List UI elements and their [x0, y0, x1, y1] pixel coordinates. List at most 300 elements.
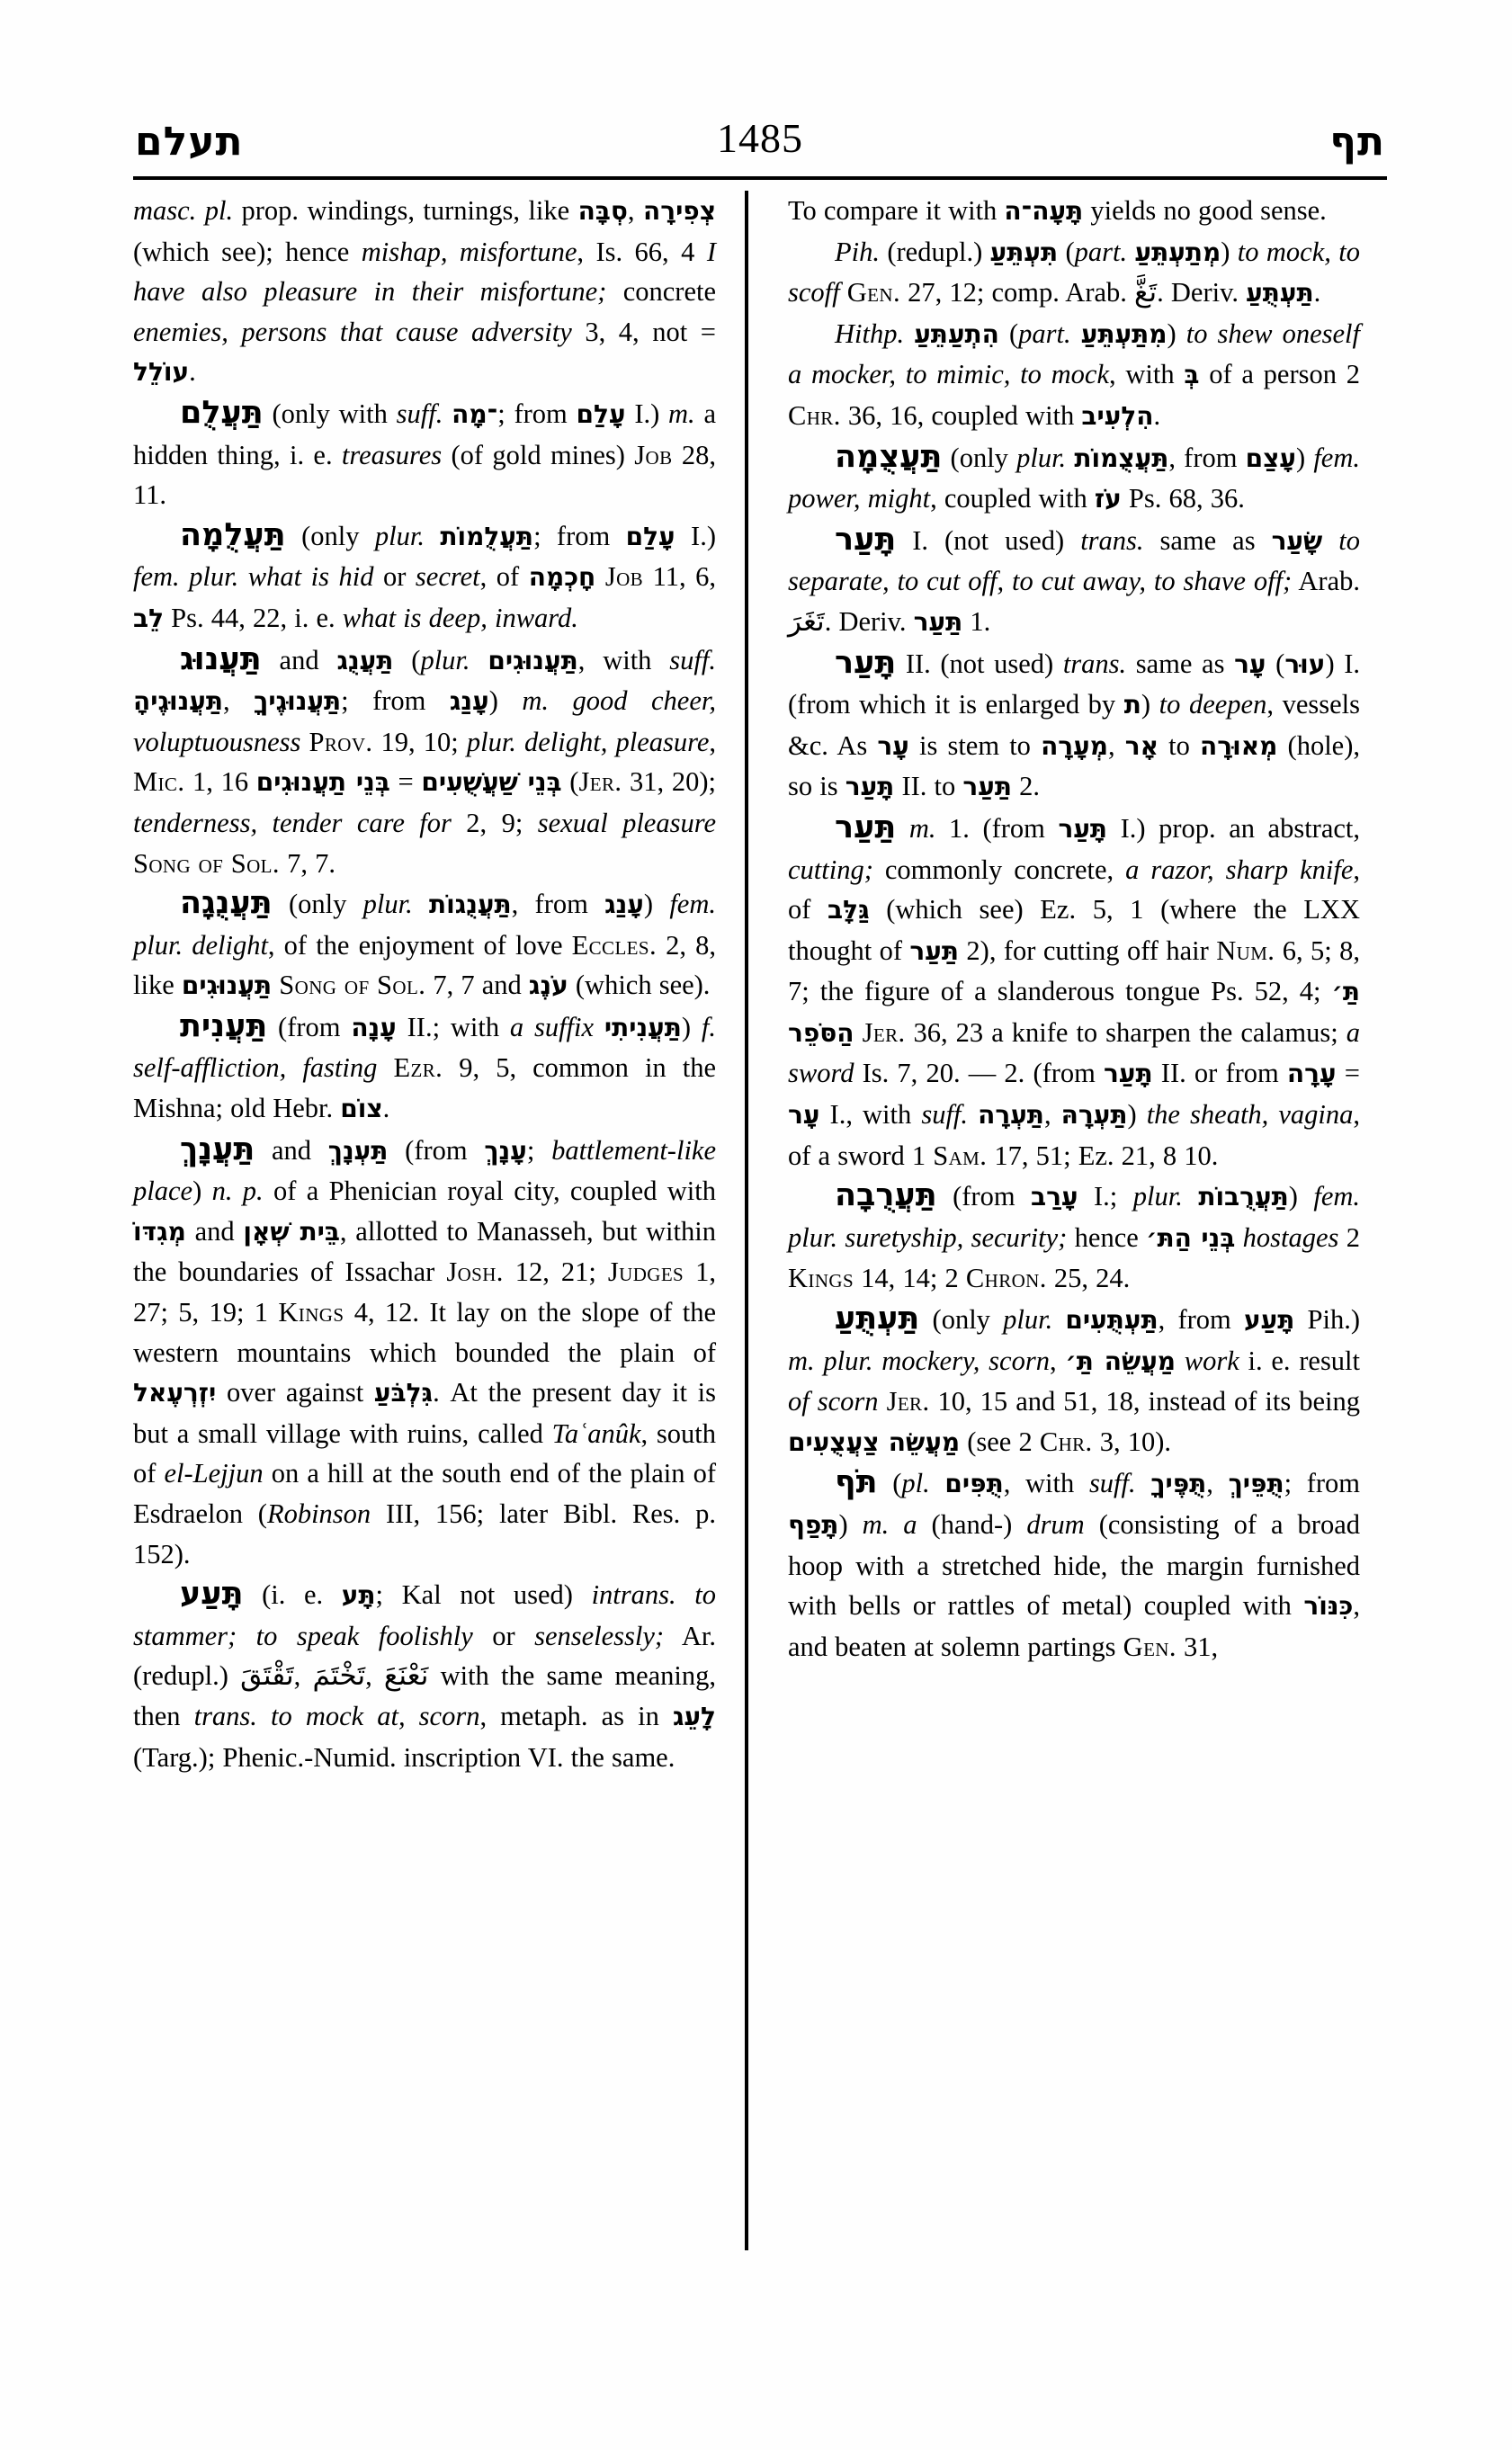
italic-text: Taʿanûk: [551, 1417, 641, 1449]
italic-text: the sheath, vagina: [1146, 1099, 1354, 1131]
roman-text: and: [261, 644, 337, 675]
arabic-word: نَعْنَعَ: [383, 1659, 429, 1693]
roman-text: 28, 11.: [133, 439, 716, 511]
roman-text: [968, 1099, 978, 1130]
scripture-reference: Ezr.: [393, 1052, 443, 1084]
roman-text: hence: [1067, 1221, 1147, 1253]
roman-text: , with: [1109, 359, 1185, 390]
two-column-body: [133, 191, 1387, 2250]
hebrew-word: שָׂעַר: [1271, 525, 1323, 556]
roman-text: I.) prop. an abstract,: [1107, 812, 1361, 844]
italic-text: fem. power, might: [788, 442, 1360, 514]
roman-text: ): [488, 685, 523, 717]
roman-text: (from: [267, 1011, 352, 1042]
italic-text: secret: [415, 561, 480, 593]
hebrew-word: תַּעֲנֻגוֹת: [428, 890, 512, 920]
roman-text: ): [643, 889, 670, 920]
roman-text: ,: [1206, 1468, 1229, 1499]
scripture-reference: Jer.: [578, 766, 622, 798]
hebrew-word: עָנַג: [449, 686, 489, 717]
roman-text: =: [1336, 1058, 1360, 1089]
roman-text: Ar. (redupl.): [133, 1620, 716, 1692]
roman-text: (: [877, 1468, 902, 1499]
italic-text: a suffix: [509, 1011, 595, 1042]
arabic-word: تَغَّ: [1134, 276, 1158, 309]
hebrew-word: תֻּפֵּיךְ: [1228, 1469, 1284, 1499]
scripture-reference: Mic.: [133, 766, 185, 798]
hebrew-word: תַּעֲנוּגֶיהָ: [133, 686, 224, 717]
roman-text: ): [1127, 1099, 1147, 1131]
hebrew-word: תַּעֲצֻמוֹת: [1074, 443, 1169, 473]
roman-text: and: [185, 1215, 244, 1247]
italic-text: to deepen: [1159, 689, 1267, 720]
italic-text: trans.: [1080, 524, 1144, 556]
roman-text: , with: [577, 644, 670, 675]
italic-text: to separate, to cut off, to cut away, to shave off;: [788, 524, 1361, 597]
dictionary-entry: [133, 1006, 716, 1130]
roman-text: (which see).: [568, 970, 711, 1001]
roman-text: I.;: [1078, 1181, 1133, 1212]
scripture-reference: Jer.: [862, 1016, 906, 1048]
roman-text: =: [389, 766, 422, 798]
hebrew-word: תֻּפֶּיךָ: [1150, 1469, 1207, 1499]
hebrew-word: תַּעֲנוּגִים: [488, 645, 578, 675]
roman-text: 1.: [962, 605, 991, 637]
roman-text: or: [373, 561, 416, 593]
roman-text: ) I. (from which it is enlarged by: [788, 648, 1360, 720]
hebrew-word: תַּעְתֻּעַ: [1246, 278, 1314, 308]
hebrew-word: תַּעַר: [909, 935, 960, 966]
hebrew-word: חָכְמָה: [528, 562, 596, 593]
italic-text: cutting;: [788, 854, 873, 885]
roman-text: (of gold mines): [442, 439, 635, 470]
italic-text: senselessly;: [534, 1620, 665, 1651]
italic-text: fem. plur. delight: [133, 889, 716, 961]
dictionary-entry: [133, 515, 716, 639]
roman-text: 7, 7.: [279, 847, 336, 879]
hebrew-word: תָּעַר: [845, 772, 895, 802]
roman-text: 19, 10;: [372, 726, 467, 757]
hebrew-headword: תַּעֲלֻמָה: [180, 516, 286, 553]
hebrew-word: עָרָה: [1286, 1059, 1337, 1089]
roman-text: , vessels &c. As: [788, 689, 1360, 761]
hebrew-word: גַּלָּב: [828, 895, 870, 925]
roman-text: or: [472, 1620, 535, 1651]
roman-text: ; from: [341, 685, 450, 717]
roman-text: 2: [1338, 1221, 1360, 1253]
roman-text: ,: [223, 685, 255, 717]
hebrew-word: עֹנֶג: [528, 970, 568, 1001]
hebrew-headword: תַּעֲנֻגָה: [180, 885, 273, 922]
italic-text: el-Lejjun: [164, 1458, 264, 1489]
roman-text: , from: [1168, 442, 1246, 473]
roman-text: (only: [285, 520, 375, 551]
dictionary-entry: [788, 191, 1360, 232]
roman-text: ,: [1049, 1345, 1066, 1376]
hebrew-word: תַּעַר: [962, 772, 1012, 802]
italic-text: m. good cheer, voluptuousness: [133, 685, 716, 757]
roman-text: 2, 8, like: [133, 929, 717, 1001]
hebrew-word: עָצַם: [1245, 443, 1296, 473]
scripture-reference: Jer.: [886, 1386, 930, 1417]
roman-text: ,: [1108, 729, 1125, 761]
roman-text: [1066, 443, 1074, 473]
roman-text: same as: [1143, 524, 1272, 556]
scripture-reference: Josh.: [446, 1256, 504, 1288]
hebrew-word: תַּעֲנוּגִים: [181, 970, 273, 1001]
italic-text: plur.: [420, 644, 470, 675]
roman-text: .: [1313, 277, 1321, 308]
hebrew-word: תַּעֲנִיתִי: [604, 1012, 682, 1042]
hebrew-word: תַּעְנָךְ: [327, 1135, 389, 1166]
hebrew-headword: תַּעֲנוּג: [180, 640, 262, 677]
roman-text: I., with: [819, 1099, 922, 1131]
italic-text: intrans. to stammer; to speak foolishly: [133, 1579, 716, 1651]
running-head-right-hebrew: תף: [1329, 119, 1385, 165]
header-rule: [133, 176, 1387, 180]
roman-text: over against: [216, 1377, 374, 1408]
italic-text: work: [1184, 1345, 1239, 1376]
scripture-reference: Prov.: [309, 726, 373, 757]
roman-text: [1136, 1468, 1151, 1498]
hebrew-word: תָּעַר: [1104, 1059, 1153, 1089]
roman-text: [840, 277, 847, 308]
roman-text: ,: [627, 195, 643, 226]
roman-text: ; from: [533, 520, 626, 551]
roman-text: (which see); hence: [133, 236, 362, 267]
roman-text: I. (not used): [896, 524, 1081, 556]
italic-text: plur. delight, pleasure: [466, 726, 710, 757]
roman-text: ): [838, 1509, 863, 1540]
roman-text: Arab.: [1292, 566, 1360, 597]
hebrew-word: תַּעֲנֻג: [336, 645, 394, 675]
roman-text: 31, 20);: [622, 766, 716, 798]
hebrew-headword: תַּעְתֻּעַ: [835, 1301, 920, 1337]
roman-text: yields no good sense.: [1083, 195, 1327, 226]
roman-text: , from: [511, 889, 605, 920]
roman-text: [1183, 1181, 1198, 1212]
italic-text: Pih.: [835, 236, 880, 267]
roman-text: (: [1266, 648, 1285, 679]
italic-text: treasures: [341, 439, 443, 470]
roman-text: [1052, 1304, 1065, 1335]
roman-text: (i. e.: [243, 1579, 342, 1611]
italic-text: Hithp.: [835, 317, 905, 349]
italic-text: Robinson: [266, 1498, 371, 1529]
roman-text: is stem to: [908, 729, 1042, 761]
roman-text: , metaph. as in: [479, 1700, 673, 1731]
italic-text: fem. plur. suretyship, security;: [788, 1181, 1361, 1253]
italic-text: I have also pleasure in their misfortune;: [133, 236, 716, 308]
dictionary-entry: [788, 520, 1360, 643]
scripture-reference: Song of Sol.: [279, 970, 426, 1001]
hebrew-word: לָעֵג: [672, 1701, 716, 1731]
roman-text: [1127, 237, 1134, 267]
hebrew-word: תַּ׳ הַסֹּפֵר: [788, 977, 1360, 1048]
italic-text: to shew oneself a mocker, to mimic, to mock: [788, 317, 1361, 390]
roman-text: ): [192, 1176, 212, 1207]
hebrew-word: לֵב: [133, 603, 165, 633]
roman-text: , Is. 66, 4: [577, 236, 707, 267]
scripture-reference: Num.: [1216, 934, 1275, 966]
roman-text: (: [393, 644, 421, 675]
roman-text: , south of: [133, 1417, 717, 1489]
hebrew-word: עָנַג: [604, 890, 644, 920]
hebrew-word: מַעֲשֵׂה צַעֲצֻעִים: [788, 1426, 961, 1457]
hebrew-word: עָלַם: [576, 398, 626, 429]
roman-text: .: [1153, 399, 1161, 431]
hebrew-headword: תַּעֲרֻבָה: [835, 1177, 937, 1214]
scripture-reference: Gen.: [1123, 1631, 1176, 1662]
roman-text: 3, 4, not =: [571, 316, 716, 347]
roman-text: (: [561, 766, 579, 798]
hebrew-headword: תַּעַר: [835, 809, 897, 845]
dictionary-entry: [133, 639, 716, 884]
italic-text: a sword: [788, 1016, 1361, 1089]
roman-text: [854, 1017, 863, 1048]
roman-text: (only: [272, 889, 363, 920]
hebrew-headword: תָּעַע: [180, 1576, 244, 1613]
hebrew-headword: תַּעֲנִית: [180, 1007, 268, 1044]
dictionary-entry: [788, 643, 1360, 808]
roman-text: and: [255, 1134, 328, 1166]
hebrew-word: בְּנֵי תַעֲנוּגִים: [255, 767, 390, 798]
roman-text: 17, 51; Ez. 21, 8 10.: [987, 1140, 1219, 1171]
roman-text: (hole), so is: [788, 729, 1360, 802]
roman-text: , of: [479, 561, 529, 593]
roman-text: (: [1058, 236, 1075, 267]
hebrew-word: תַּעְרָה: [978, 1100, 1044, 1131]
roman-text: 11, 6,: [643, 561, 716, 593]
roman-text: i. e. result: [1239, 1345, 1361, 1376]
roman-text: 9, 5, common in the Mishna; old Hebr.: [133, 1052, 716, 1124]
dictionary-entry: [133, 1130, 716, 1575]
hebrew-word: מְאוּרָה: [1200, 730, 1278, 761]
scripture-reference: Chron.: [965, 1263, 1047, 1294]
running-head: [135, 90, 1385, 165]
roman-text: a hidden thing, i. e.: [133, 398, 716, 470]
roman-text: ): [1141, 689, 1159, 720]
roman-text: 3, 10).: [1092, 1426, 1172, 1457]
dictionary-entry: [788, 314, 1360, 437]
hebrew-word: תָּעַר: [1058, 813, 1108, 844]
roman-text: 2, 9;: [451, 807, 538, 838]
dictionary-entry: [133, 191, 716, 393]
hebrew-headword: תָּעַר: [835, 644, 897, 681]
roman-text: 12, 21;: [503, 1256, 608, 1288]
roman-text: [1176, 1346, 1185, 1376]
hebrew-headword: תֹּף: [835, 1464, 878, 1501]
italic-text: drum: [1026, 1509, 1085, 1540]
italic-text: a razor, sharp knife: [1125, 854, 1354, 885]
roman-text: [425, 521, 440, 551]
scripture-reference: Eccles.: [571, 929, 658, 961]
roman-text: [904, 318, 914, 349]
roman-text: ;: [526, 1134, 552, 1166]
roman-text: ,: [365, 1660, 384, 1692]
dictionary-entry: [788, 437, 1360, 520]
roman-text: , of the enjoyment of love: [267, 929, 572, 961]
roman-text: 1, 27; 5, 19; 1: [133, 1256, 716, 1328]
hebrew-word: מִתַּעְתֵּעַ: [1080, 318, 1168, 349]
roman-text: [300, 727, 309, 757]
hebrew-word: כִּנּוֹר: [1303, 1591, 1354, 1622]
hebrew-word: בְּנֵי הַתּ׳: [1146, 1222, 1236, 1253]
scripture-reference: Kings: [278, 1297, 344, 1328]
page-number: 1485: [717, 115, 803, 161]
roman-text: , from: [1158, 1304, 1244, 1336]
roman-text: 25, 24.: [1046, 1263, 1131, 1294]
hebrew-word: הִתְעַתֵּעַ: [914, 318, 999, 349]
hebrew-word: תַּעֲלֻמוֹת: [440, 521, 534, 551]
roman-text: (redupl.): [879, 236, 990, 267]
hebrew-word: עֹז: [1094, 484, 1122, 514]
italic-text: m.: [668, 398, 695, 429]
right-column: [761, 191, 1360, 2250]
roman-text: ): [1296, 442, 1314, 473]
scripture-reference: Kings: [788, 1263, 854, 1294]
italic-text: n. p.: [211, 1176, 264, 1207]
hebrew-word: עָרַב: [1031, 1182, 1078, 1212]
roman-text: II. (not used): [896, 648, 1063, 679]
roman-text: [413, 889, 429, 919]
hebrew-word: עָר: [877, 730, 909, 761]
hebrew-word: בְּנֵי שַׁעֲשֻׁעִים: [421, 767, 562, 798]
roman-text: ; Kal not used): [375, 1579, 592, 1611]
roman-text: Ps. 44, 22, i. e.: [164, 602, 343, 633]
scripture-reference: Song of Sol.: [133, 847, 280, 879]
italic-text: suff.: [1088, 1468, 1136, 1499]
roman-text: I.): [675, 520, 716, 551]
italic-text: plur.: [1016, 442, 1067, 473]
roman-text: ): [1288, 1181, 1314, 1212]
roman-text: 7, 7 and: [425, 970, 529, 1001]
italic-text: suff.: [921, 1099, 969, 1131]
roman-text: 36, 23 a knife to sharpen the calamus;: [905, 1016, 1346, 1048]
scripture-reference: Chr.: [1039, 1426, 1093, 1457]
italic-text: plur.: [362, 889, 413, 920]
roman-text: ; from: [1284, 1468, 1361, 1499]
hebrew-word: תָּעָה־ה: [1004, 196, 1084, 226]
roman-text: 2.: [1011, 771, 1040, 802]
italic-text: m.: [908, 812, 936, 844]
hebrew-word: תָּע: [341, 1580, 376, 1611]
roman-text: [879, 1386, 887, 1417]
roman-text: Is. 7, 20. — 2. (from: [854, 1058, 1105, 1089]
roman-text: (from: [388, 1134, 485, 1166]
italic-text: hostages: [1242, 1221, 1339, 1253]
roman-text: , coupled with: [930, 483, 1095, 514]
roman-text: [470, 645, 488, 675]
roman-text: same as: [1126, 648, 1235, 679]
italic-text: to mock, to scoff: [788, 236, 1360, 308]
roman-text: (only with: [263, 398, 397, 429]
roman-text: II. or from: [1152, 1058, 1287, 1089]
hebrew-word: עָלַם: [625, 521, 675, 551]
italic-text: sexual pleasure: [537, 807, 716, 838]
scripture-reference: Gen.: [846, 277, 900, 308]
roman-text: 1, 16: [184, 766, 256, 798]
scripture-reference: Judges: [607, 1256, 684, 1288]
scripture-reference: Job: [634, 439, 673, 470]
dictionary-entry: [788, 1299, 1360, 1462]
italic-text: m. plur. mockery, scorn: [788, 1345, 1050, 1376]
hebrew-word: יִזְרְעֶאל: [133, 1378, 217, 1408]
roman-text: .: [189, 356, 196, 388]
dictionary-entry: [788, 1176, 1360, 1299]
scripture-reference: Chr.: [788, 399, 841, 431]
italic-text: mishap, misfortune: [361, 236, 577, 267]
hebrew-word: בְּ: [1184, 360, 1200, 390]
roman-text: [1071, 318, 1081, 349]
roman-text: (see 2: [960, 1426, 1040, 1457]
roman-text: Pih.): [1294, 1304, 1361, 1336]
hebrew-word: אָר: [1124, 730, 1159, 761]
hebrew-word: מְגִדּוֹ: [133, 1216, 186, 1247]
roman-text: commonly concrete,: [872, 854, 1126, 885]
roman-text: [896, 813, 909, 844]
hebrew-word: עָנָה: [351, 1012, 397, 1042]
arabic-word: تَقْتَقَ: [240, 1659, 294, 1693]
italic-text: plur.: [374, 520, 425, 551]
hebrew-word: תַּעֲרֻבוֹת: [1198, 1182, 1289, 1212]
arabic-word: تَغَرَ: [788, 604, 825, 638]
hebrew-word: מַעֲשֵׂה תַּ׳: [1065, 1346, 1176, 1376]
roman-text: on a hill at the south end of the plain of Esdraelon (: [133, 1458, 716, 1529]
arabic-word: تَخْتَمَ: [312, 1659, 366, 1693]
italic-text: suff.: [396, 398, 443, 429]
hebrew-word: ־מָה: [452, 398, 498, 429]
italic-text: enemies, persons that cause adversity: [133, 316, 572, 347]
hebrew-word: תַּעְרָהּ: [1060, 1100, 1128, 1131]
roman-text: . At the present day it is but a small village with ruins, called: [133, 1377, 716, 1449]
dictionary-entry: [133, 883, 716, 1006]
roman-text: 14, 14; 2: [854, 1263, 966, 1294]
italic-text: of scorn: [788, 1386, 879, 1417]
roman-text: ,: [293, 1660, 313, 1692]
roman-text: 4, 12. It lay on the slope of the western mountains which bounded the plain of: [133, 1297, 717, 1368]
hebrew-word: בֵּית שְׁאָן: [243, 1216, 340, 1247]
hebrew-word: עוֹלֵל: [133, 357, 190, 388]
hebrew-word: מְתַעְתֵּעַ: [1134, 237, 1221, 267]
hebrew-word: עָר: [1234, 648, 1266, 679]
roman-text: 1. (from: [935, 812, 1059, 844]
dictionary-entry: [133, 1574, 716, 1777]
hebrew-word: עָנָךְ: [484, 1135, 527, 1166]
italic-text: tenderness, tender care for: [133, 807, 452, 838]
roman-text: To compare it with: [788, 195, 1005, 226]
roman-text: ): [1167, 317, 1186, 349]
roman-text: (consisting of a broad hoop with a stretched hide, the margin furnished with bells or rattles of metal) coupled with: [788, 1509, 1360, 1622]
italic-text: part.: [1018, 317, 1071, 349]
hebrew-word: מְעָרָה: [1041, 730, 1109, 761]
italic-text: masc. pl.: [133, 195, 234, 226]
hebrew-word: הִלְעִיב: [1081, 400, 1154, 431]
italic-text: trans.: [1062, 648, 1127, 679]
roman-text: ): [1221, 236, 1238, 267]
italic-text: fem. plur. what is hid: [133, 561, 374, 593]
dictionary-entry: [788, 1462, 1360, 1667]
roman-text: Ps. 68, 36.: [1121, 483, 1245, 514]
roman-text: III, 156; later Bibl. Res. p. 152).: [133, 1498, 716, 1569]
roman-text: prop. windings, turnings, like: [233, 195, 578, 226]
italic-text: battlement-like place: [133, 1134, 716, 1207]
hebrew-headword: תַּעֲלֻם: [180, 394, 264, 431]
hebrew-headword: תָּעַר: [835, 521, 897, 558]
italic-text: suff.: [669, 644, 716, 675]
roman-text: (only: [919, 1304, 1004, 1336]
roman-text: 2), for cutting off hair: [959, 934, 1217, 966]
